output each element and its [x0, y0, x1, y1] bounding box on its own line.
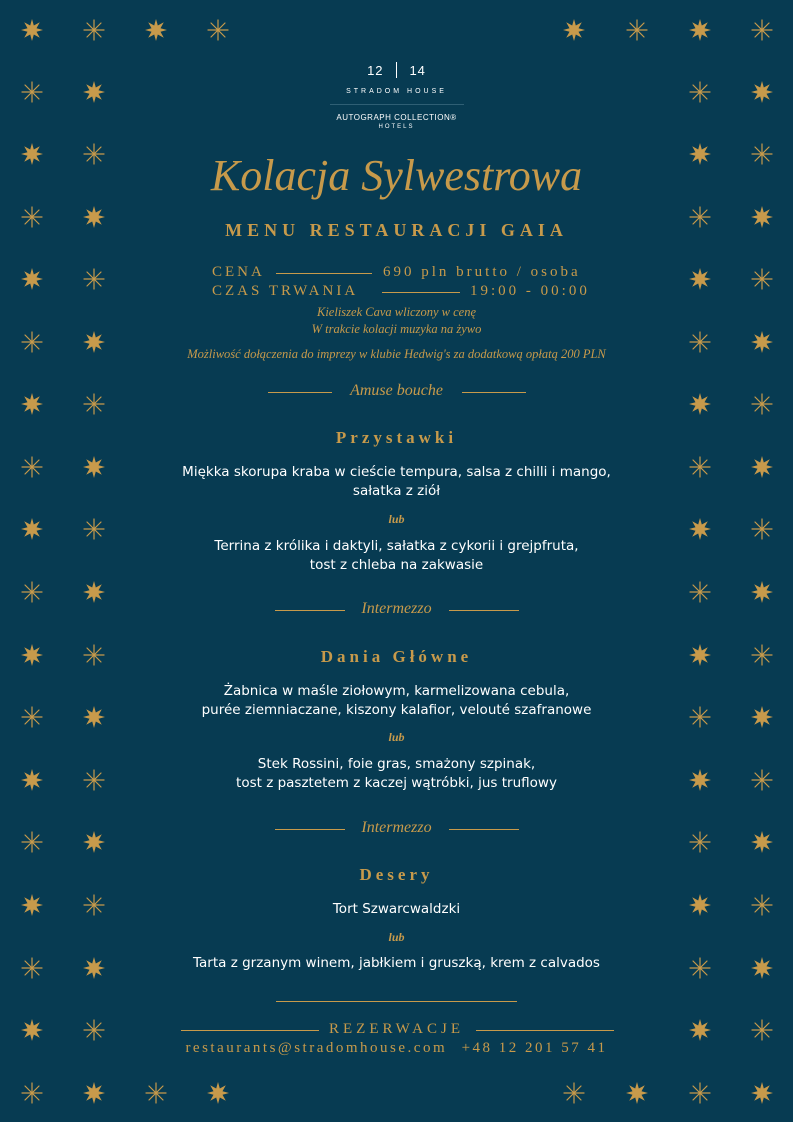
logo-brand: AUTOGRAPH COLLECTION®: [336, 113, 457, 122]
sunburst-star-icon: [83, 1082, 105, 1104]
dessert-dish-1: Tort Szwarcwaldzki: [332, 901, 461, 917]
reservation-phone[interactable]: +48 12 201 57 41: [461, 1040, 608, 1056]
or-label: lub: [388, 512, 405, 526]
starter-dish-2-line-2: tost z chleba na zakwasie: [309, 557, 484, 573]
price-value: 690 pln brutto / osoba: [383, 264, 581, 280]
asterisk-star-icon: [207, 19, 229, 41]
asterisk-star-icon: [626, 19, 648, 41]
asterisk-star-icon: [21, 1082, 43, 1104]
dessert-dish-2: Tarta z grzanym winem, jabłkiem i gruszką, krem z calvados: [193, 955, 600, 971]
sunburst-star-icon: [751, 1082, 773, 1104]
asterisk-star-icon: [751, 268, 773, 290]
or-label: lub: [388, 730, 405, 744]
note-club: Możliwość dołączenia do imprezy w klubie Hedwig's za dodatkową opłatą 200 PLN: [187, 347, 606, 361]
duration-line: [382, 292, 460, 293]
asterisk-star-icon: [145, 1082, 167, 1104]
page-title: Kolacja Sylwestrowa: [210, 151, 583, 200]
sunburst-star-icon: [689, 268, 711, 290]
logo-number-right: 14: [409, 63, 426, 78]
note-music: W trakcie kolacji muzyka na żywo: [311, 322, 482, 336]
sunburst-star-icon: [207, 1082, 229, 1104]
asterisk-star-icon: [563, 1082, 585, 1104]
divider-line: [462, 392, 526, 393]
sunburst-star-icon: [145, 19, 167, 41]
logo-number-left: 12: [367, 63, 384, 78]
section-title-desserts: Desery: [359, 865, 434, 884]
logo: [0, 62, 793, 80]
main-dish-1-line-2: purée ziemniaczane, kiszony kalafior, velouté szafranowe: [201, 702, 592, 718]
divider-line: [449, 610, 519, 611]
reservation-email[interactable]: restaurants@stradomhouse.com: [185, 1040, 448, 1056]
sunburst-star-icon: [689, 19, 711, 41]
starter-dish-1-line-1: Miękka skorupa kraba w cieście tempura, salsa z chilli i mango,: [182, 464, 611, 480]
duration-label: CZAS TRWANIA: [212, 283, 359, 299]
divider-line: [476, 1030, 614, 1031]
asterisk-star-icon: [751, 19, 773, 41]
asterisk-star-icon: [689, 1082, 711, 1104]
intermezzo-2: Intermezzo: [361, 819, 432, 836]
sunburst-star-icon: [21, 268, 43, 290]
duration-value: 19:00 - 00:00: [470, 283, 590, 299]
logo-separator: [396, 62, 397, 78]
logo-divider: [330, 104, 464, 105]
sunburst-star-icon: [626, 1082, 648, 1104]
intermezzo-1: Intermezzo: [361, 600, 432, 617]
starter-dish-2-line-1: Terrina z królika i daktyli, sałatka z cykorii i grejpfruta,: [214, 538, 579, 554]
amuse-bouche: Amuse bouche: [350, 382, 443, 399]
section-title-starters: Przystawki: [335, 428, 458, 447]
page-subtitle: MENU RESTAURACJI GAIA: [225, 220, 568, 240]
reservation-contact: [0, 1039, 793, 1057]
sunburst-star-icon: [563, 19, 585, 41]
logo-brand-sub: HOTELS: [378, 124, 415, 130]
asterisk-star-icon: [83, 19, 105, 41]
reservation-label: REZERWACJE: [328, 1021, 464, 1037]
main-dish-2-line-2: tost z pasztetem z kaczej wątróbki, jus truflowy: [236, 775, 557, 791]
divider-line: [449, 829, 519, 830]
logo-hotel-name: STRADOM HOUSE: [346, 88, 447, 95]
closing-divider: [276, 1001, 517, 1002]
or-label: lub: [388, 930, 405, 944]
price-label: CENA: [212, 264, 265, 280]
section-title-mains: Dania Główne: [320, 647, 473, 666]
main-dish-2-line-1: Stek Rossini, foie gras, smażony szpinak,: [257, 756, 536, 772]
main-dish-1-line-1: Żabnica w maśle ziołowym, karmelizowana cebula,: [223, 683, 570, 699]
starter-dish-1-line-2: sałatka z ziół: [352, 483, 441, 499]
sunburst-star-icon: [21, 19, 43, 41]
note-cava: Kieliszek Cava wliczony w cenę: [317, 305, 476, 319]
asterisk-star-icon: [83, 268, 105, 290]
price-line: [276, 273, 372, 274]
